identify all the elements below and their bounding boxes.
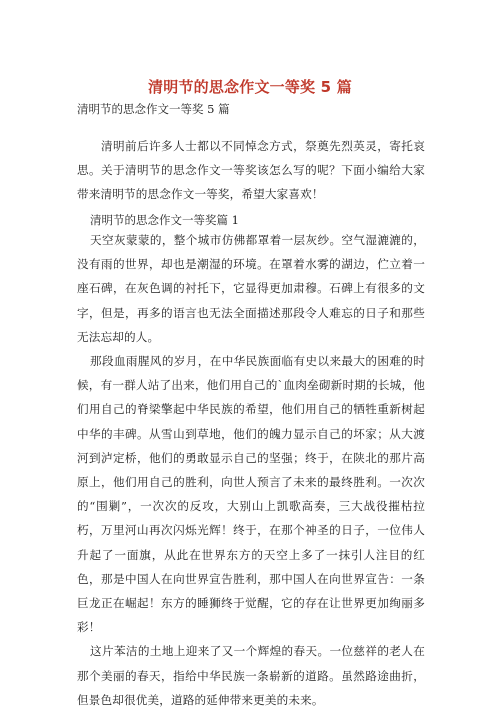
- essay-paragraph-3: 这片苯洁的土地上迎来了又一个辉煌的春天。一位慈祥的老人在那个美丽的春天，指给中华民族一条崭新的道路。虽然路途曲折，但景色却很优美，道路的延伸带来更美的未来。: [77, 644, 425, 707]
- document-title: 清明节的思念作文一等奖 5 篇: [148, 78, 352, 96]
- section-heading: 清明节的思念作文一等奖篇 1: [90, 213, 239, 227]
- intro-paragraph: 清明前后许多人士都以不同悼念方式，祭奠先烈英灵，寄托哀思。关于清明节的思念作文一等奖该怎么写的呢？下面小编给大家带来清明节的思念作文一等奖，希望大家喜欢！: [77, 139, 425, 202]
- essay-body: [77, 228, 425, 712]
- essay-paragraph-1: 天空灰蒙蒙的，整个城市仿佛都罩着一层灰纱。空气湿漉漉的，没有雨的世界，却也是潮湿的环境。在罩着水雾的湖边，伫立着一座石碑，在灰色调的衬托下，它显得更加肃穆。石碑上有很多的文字，但是，再多的语言也无法全面描述那段令人难忘的日子和那些无法忘却的人。: [77, 233, 425, 344]
- intro-block: [77, 134, 425, 207]
- document-subtitle: 清明节的思念作文一等奖 5 篇: [77, 102, 230, 116]
- essay-paragraph-2: 那段血雨腥风的岁月，在中华民族面临有史以来最大的困难的时候，有一群人站了出来，他们用自己的`血肉垒砌新时期的长城，他们用自己的脊梁擎起中华民族的希望，他们用自己的牺牲重新树起中华的丰碑。从雪山到草地，他们的魄力显示自己的坏家；从大渡河到泸定桥，他们的勇敢显示自己的坚强；终于，在陕北的那片高原上，他们用自己的胜利，向世人预言了未来的最终胜利。一次次的“围剿”，一次次的反攻，大别山上凯歌高奏，三大战役摧枯拉朽，万里河山再次闪烁光辉！终于，在那个神圣的日子，一位伟人升起了一面旗，从此在世界东方的天空上多了一抹引人注目的红色，那是中国人在向世界宣告胜利，那中国人在向世界宣告：一条巨龙正在崛起！东方的睡狮终于觉醒，它的存在让世界更加绚丽多彩！: [77, 354, 425, 635]
